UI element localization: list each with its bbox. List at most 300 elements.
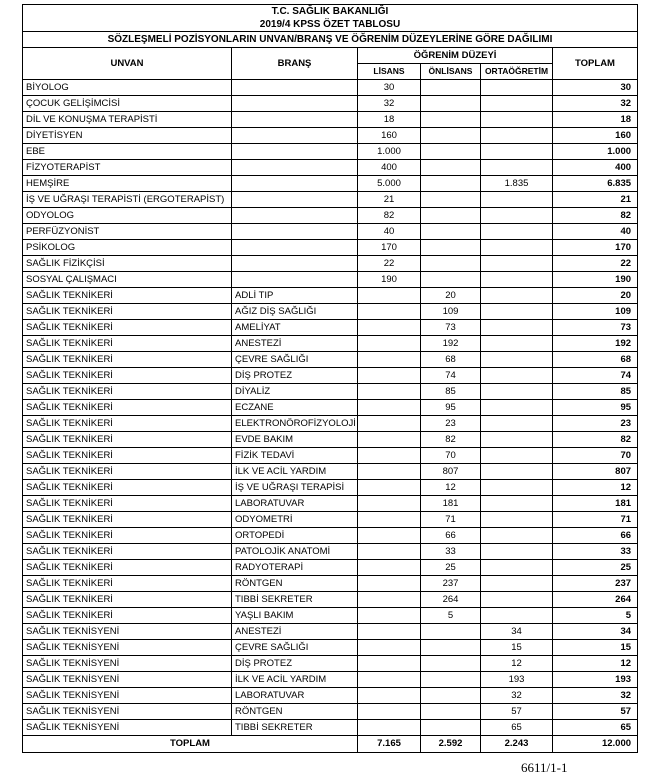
cell-toplam: 32 [553, 688, 638, 704]
total-row [23, 736, 638, 753]
cell-brans [232, 256, 358, 272]
table-row [23, 592, 638, 608]
cell-ortaogretim: 32 [481, 688, 553, 704]
cell-lisans [358, 528, 421, 544]
cell-ortaogretim [481, 336, 553, 352]
cell-ortaogretim [481, 96, 553, 112]
cell-lisans [358, 688, 421, 704]
cell-brans [232, 240, 358, 256]
table-row [23, 352, 638, 368]
col-onlisans: ÖNLİSANS [421, 64, 481, 80]
cell-lisans: 170 [358, 240, 421, 256]
cell-ortaogretim: 65 [481, 720, 553, 736]
cell-ortaogretim [481, 400, 553, 416]
table-row [23, 272, 638, 288]
cell-onlisans: 23 [421, 416, 481, 432]
cell-lisans [358, 336, 421, 352]
cell-lisans: 1.000 [358, 144, 421, 160]
cell-brans: İLK VE ACİL YARDIM [232, 672, 358, 688]
cell-ortaogretim [481, 320, 553, 336]
table-row [23, 560, 638, 576]
cell-unvan: SAĞLIK TEKNİKERİ [23, 432, 232, 448]
cell-unvan: SAĞLIK TEKNİKERİ [23, 608, 232, 624]
cell-ortaogretim [481, 432, 553, 448]
cell-unvan: BİYOLOG [23, 80, 232, 96]
cell-unvan: SAĞLIK TEKNİSYENİ [23, 672, 232, 688]
cell-toplam: 82 [553, 432, 638, 448]
cell-onlisans: 264 [421, 592, 481, 608]
cell-unvan: SAĞLIK TEKNİSYENİ [23, 624, 232, 640]
table-row [23, 416, 638, 432]
cell-ortaogretim [481, 160, 553, 176]
cell-brans: ELEKTRONÖROFİZYOLOJİ [232, 416, 358, 432]
cell-lisans [358, 608, 421, 624]
table-row [23, 304, 638, 320]
cell-unvan: DİL VE KONUŞMA TERAPİSTİ [23, 112, 232, 128]
cell-toplam: 85 [553, 384, 638, 400]
cell-unvan: FİZYOTERAPİST [23, 160, 232, 176]
cell-brans: LABORATUVAR [232, 496, 358, 512]
cell-lisans [358, 448, 421, 464]
cell-unvan: SAĞLIK TEKNİKERİ [23, 304, 232, 320]
cell-brans: TIBBİ SEKRETER [232, 720, 358, 736]
cell-onlisans [421, 96, 481, 112]
cell-brans [232, 192, 358, 208]
cell-toplam: 109 [553, 304, 638, 320]
table-row [23, 176, 638, 192]
cell-onlisans [421, 640, 481, 656]
cell-lisans: 82 [358, 208, 421, 224]
cell-ortaogretim [481, 480, 553, 496]
cell-brans [232, 208, 358, 224]
col-lisans: LİSANS [358, 64, 421, 80]
cell-lisans: 160 [358, 128, 421, 144]
cell-lisans [358, 656, 421, 672]
cell-unvan: SAĞLIK TEKNİKERİ [23, 544, 232, 560]
cell-toplam: 22 [553, 256, 638, 272]
table-row [23, 640, 638, 656]
col-brans: BRANŞ [232, 48, 358, 80]
cell-lisans [358, 496, 421, 512]
cell-brans [232, 112, 358, 128]
cell-onlisans [421, 112, 481, 128]
cell-unvan: SAĞLIK TEKNİSYENİ [23, 656, 232, 672]
cell-unvan: SAĞLIK TEKNİKERİ [23, 400, 232, 416]
cell-brans [232, 128, 358, 144]
cell-brans: ANESTEZİ [232, 336, 358, 352]
cell-lisans [358, 464, 421, 480]
cell-brans: AMELİYAT [232, 320, 358, 336]
cell-brans: AĞIZ DİŞ SAĞLIĞI [232, 304, 358, 320]
table-row [23, 224, 638, 240]
cell-brans: ADLİ TIP [232, 288, 358, 304]
table-row [23, 688, 638, 704]
cell-onlisans [421, 192, 481, 208]
table-row [23, 544, 638, 560]
cell-lisans [358, 576, 421, 592]
cell-lisans: 40 [358, 224, 421, 240]
table-row [23, 384, 638, 400]
cell-toplam: 237 [553, 576, 638, 592]
cell-onlisans [421, 656, 481, 672]
cell-brans [232, 176, 358, 192]
cell-lisans: 400 [358, 160, 421, 176]
cell-unvan: SAĞLIK TEKNİKERİ [23, 496, 232, 512]
cell-ortaogretim [481, 352, 553, 368]
cell-ortaogretim [481, 224, 553, 240]
cell-toplam: 57 [553, 704, 638, 720]
cell-brans: RADYOTERAPİ [232, 560, 358, 576]
cell-ortaogretim [481, 368, 553, 384]
cell-unvan: SAĞLIK TEKNİKERİ [23, 480, 232, 496]
cell-unvan: ÇOCUK GELİŞİMCİSİ [23, 96, 232, 112]
cell-unvan: SAĞLIK TEKNİKERİ [23, 336, 232, 352]
table-row [23, 144, 638, 160]
cell-onlisans: 70 [421, 448, 481, 464]
cell-unvan: SAĞLIK TEKNİKERİ [23, 320, 232, 336]
cell-toplam: 21 [553, 192, 638, 208]
cell-toplam: 6.835 [553, 176, 638, 192]
cell-lisans: 21 [358, 192, 421, 208]
cell-toplam: 264 [553, 592, 638, 608]
cell-ortaogretim: 34 [481, 624, 553, 640]
table-row [23, 288, 638, 304]
cell-unvan: SAĞLIK TEKNİSYENİ [23, 688, 232, 704]
cell-lisans [358, 624, 421, 640]
cell-brans: DİŞ PROTEZ [232, 656, 358, 672]
cell-unvan: SAĞLIK TEKNİKERİ [23, 528, 232, 544]
cell-lisans [358, 288, 421, 304]
cell-lisans [358, 400, 421, 416]
table-row [23, 96, 638, 112]
cell-lisans: 5.000 [358, 176, 421, 192]
cell-brans: FİZİK TEDAVİ [232, 448, 358, 464]
table-title: SÖZLEŞMELİ POZİSYONLARIN UNVAN/BRANŞ VE ÖĞRENİM DÜZEYLERİNE GÖRE DAĞILIMI [23, 32, 638, 48]
cell-brans: RÖNTGEN [232, 576, 358, 592]
cell-ortaogretim [481, 80, 553, 96]
cell-ortaogretim [481, 544, 553, 560]
cell-toplam: 68 [553, 352, 638, 368]
cell-brans [232, 272, 358, 288]
total-ortaogretim: 2.243 [481, 736, 553, 753]
cell-toplam: 25 [553, 560, 638, 576]
cell-lisans: 22 [358, 256, 421, 272]
cell-brans: ÇEVRE SAĞLIĞI [232, 352, 358, 368]
cell-toplam: 71 [553, 512, 638, 528]
cell-unvan: SAĞLIK TEKNİKERİ [23, 464, 232, 480]
cell-lisans [358, 544, 421, 560]
cell-lisans [358, 320, 421, 336]
cell-toplam: 807 [553, 464, 638, 480]
cell-ortaogretim [481, 528, 553, 544]
cell-brans: ODYOMETRİ [232, 512, 358, 528]
cell-unvan: SAĞLIK TEKNİKERİ [23, 592, 232, 608]
cell-toplam: 181 [553, 496, 638, 512]
cell-onlisans [421, 80, 481, 96]
total-lisans: 7.165 [358, 736, 421, 753]
cell-brans: İŞ VE UĞRAŞI TERAPİSİ [232, 480, 358, 496]
table-row [23, 720, 638, 736]
table-row [23, 128, 638, 144]
table-row [23, 496, 638, 512]
cell-lisans [358, 704, 421, 720]
cell-onlisans [421, 224, 481, 240]
table-row [23, 320, 638, 336]
cell-ortaogretim [481, 592, 553, 608]
cell-unvan: SOSYAL ÇALIŞMACI [23, 272, 232, 288]
cell-unvan: DİYETİSYEN [23, 128, 232, 144]
cell-unvan: SAĞLIK TEKNİSYENİ [23, 640, 232, 656]
cell-toplam: 73 [553, 320, 638, 336]
cell-unvan: HEMŞİRE [23, 176, 232, 192]
cell-ortaogretim [481, 448, 553, 464]
document [22, 4, 637, 753]
cell-onlisans [421, 720, 481, 736]
cell-onlisans [421, 624, 481, 640]
cell-onlisans: 95 [421, 400, 481, 416]
cell-ortaogretim [481, 576, 553, 592]
table-row [23, 80, 638, 96]
cell-brans [232, 160, 358, 176]
table-row [23, 704, 638, 720]
cell-toplam: 40 [553, 224, 638, 240]
cell-brans: ANESTEZİ [232, 624, 358, 640]
cell-lisans [358, 560, 421, 576]
table-row [23, 336, 638, 352]
cell-onlisans: 192 [421, 336, 481, 352]
cell-toplam: 82 [553, 208, 638, 224]
cell-brans: DİYALİZ [232, 384, 358, 400]
table-row [23, 480, 638, 496]
table-subtitle: 2019/4 KPSS ÖZET TABLOSU [23, 18, 638, 32]
cell-onlisans [421, 160, 481, 176]
cell-ortaogretim [481, 128, 553, 144]
cell-ortaogretim [481, 288, 553, 304]
cell-lisans [358, 416, 421, 432]
cell-unvan: SAĞLIK TEKNİKERİ [23, 352, 232, 368]
cell-onlisans [421, 704, 481, 720]
cell-ortaogretim [481, 304, 553, 320]
cell-brans: YAŞLI BAKIM [232, 608, 358, 624]
cell-toplam: 20 [553, 288, 638, 304]
table-row [23, 240, 638, 256]
table-row [23, 512, 638, 528]
cell-brans: ECZANE [232, 400, 358, 416]
cell-brans: İLK VE ACİL YARDIM [232, 464, 358, 480]
cell-onlisans: 73 [421, 320, 481, 336]
cell-brans [232, 80, 358, 96]
cell-toplam: 34 [553, 624, 638, 640]
cell-toplam: 23 [553, 416, 638, 432]
cell-lisans: 30 [358, 80, 421, 96]
cell-onlisans: 68 [421, 352, 481, 368]
cell-onlisans: 82 [421, 432, 481, 448]
cell-ortaogretim: 1.835 [481, 176, 553, 192]
cell-toplam: 193 [553, 672, 638, 688]
cell-onlisans: 66 [421, 528, 481, 544]
cell-brans: PATOLOJİK ANATOMİ [232, 544, 358, 560]
cell-onlisans: 181 [421, 496, 481, 512]
col-toplam: TOPLAM [553, 48, 638, 80]
cell-lisans [358, 368, 421, 384]
col-unvan: UNVAN [23, 48, 232, 80]
table-row [23, 208, 638, 224]
cell-onlisans: 20 [421, 288, 481, 304]
cell-toplam: 66 [553, 528, 638, 544]
cell-toplam: 160 [553, 128, 638, 144]
total-onlisans: 2.592 [421, 736, 481, 753]
cell-unvan: SAĞLIK TEKNİSYENİ [23, 720, 232, 736]
cell-brans [232, 224, 358, 240]
page-code: 6611/1-1 [521, 760, 568, 775]
col-ortaogretim: ORTAÖĞRETİM [481, 64, 553, 80]
cell-ortaogretim [481, 112, 553, 128]
cell-lisans: 190 [358, 272, 421, 288]
cell-ortaogretim [481, 416, 553, 432]
cell-toplam: 192 [553, 336, 638, 352]
summary-table [22, 4, 638, 753]
cell-ortaogretim: 193 [481, 672, 553, 688]
cell-toplam: 5 [553, 608, 638, 624]
cell-toplam: 190 [553, 272, 638, 288]
cell-ortaogretim [481, 608, 553, 624]
table-row [23, 528, 638, 544]
cell-unvan: SAĞLIK TEKNİKERİ [23, 288, 232, 304]
table-row [23, 656, 638, 672]
cell-unvan: SAĞLIK TEKNİKERİ [23, 576, 232, 592]
cell-brans [232, 144, 358, 160]
cell-unvan: SAĞLIK FİZİKÇİSİ [23, 256, 232, 272]
cell-toplam: 30 [553, 80, 638, 96]
cell-unvan: SAĞLIK TEKNİKERİ [23, 448, 232, 464]
cell-onlisans: 74 [421, 368, 481, 384]
cell-ortaogretim: 15 [481, 640, 553, 656]
cell-toplam: 170 [553, 240, 638, 256]
cell-unvan: SAĞLIK TEKNİKERİ [23, 512, 232, 528]
cell-brans: TIBBİ SEKRETER [232, 592, 358, 608]
cell-brans [232, 96, 358, 112]
cell-lisans [358, 384, 421, 400]
cell-lisans: 32 [358, 96, 421, 112]
cell-toplam: 32 [553, 96, 638, 112]
cell-onlisans [421, 256, 481, 272]
cell-brans: ORTOPEDİ [232, 528, 358, 544]
cell-lisans [358, 672, 421, 688]
cell-toplam: 12 [553, 656, 638, 672]
cell-lisans [358, 720, 421, 736]
cell-ortaogretim [481, 208, 553, 224]
table-row [23, 464, 638, 480]
cell-lisans [358, 640, 421, 656]
cell-brans: ÇEVRE SAĞLIĞI [232, 640, 358, 656]
cell-lisans [358, 304, 421, 320]
cell-toplam: 18 [553, 112, 638, 128]
table-row [23, 112, 638, 128]
table-row [23, 400, 638, 416]
cell-toplam: 1.000 [553, 144, 638, 160]
cell-onlisans: 33 [421, 544, 481, 560]
cell-unvan: SAĞLIK TEKNİKERİ [23, 368, 232, 384]
cell-lisans [358, 432, 421, 448]
cell-lisans [358, 480, 421, 496]
total-toplam: 12.000 [553, 736, 638, 753]
cell-unvan: SAĞLIK TEKNİKERİ [23, 560, 232, 576]
cell-onlisans [421, 128, 481, 144]
cell-brans: LABORATUVAR [232, 688, 358, 704]
cell-onlisans: 109 [421, 304, 481, 320]
cell-onlisans: 85 [421, 384, 481, 400]
total-label: TOPLAM [23, 736, 358, 753]
cell-onlisans [421, 272, 481, 288]
col-ogrenim: ÖĞRENİM DÜZEYİ [358, 48, 553, 64]
cell-onlisans [421, 144, 481, 160]
cell-onlisans: 807 [421, 464, 481, 480]
cell-onlisans: 12 [421, 480, 481, 496]
table-row [23, 368, 638, 384]
cell-brans: RÖNTGEN [232, 704, 358, 720]
cell-toplam: 15 [553, 640, 638, 656]
cell-ortaogretim [481, 144, 553, 160]
cell-ortaogretim [481, 384, 553, 400]
cell-brans: DİŞ PROTEZ [232, 368, 358, 384]
cell-toplam: 33 [553, 544, 638, 560]
cell-ortaogretim [481, 272, 553, 288]
cell-onlisans [421, 208, 481, 224]
cell-unvan: ODYOLOG [23, 208, 232, 224]
table-row [23, 256, 638, 272]
table-row [23, 432, 638, 448]
cell-lisans [358, 352, 421, 368]
table-row [23, 192, 638, 208]
cell-unvan: İŞ VE UĞRAŞI TERAPİSTİ (ERGOTERAPİST) [23, 192, 232, 208]
cell-ortaogretim [481, 464, 553, 480]
cell-onlisans [421, 688, 481, 704]
cell-toplam: 95 [553, 400, 638, 416]
cell-toplam: 400 [553, 160, 638, 176]
cell-toplam: 12 [553, 480, 638, 496]
table-row [23, 608, 638, 624]
cell-ortaogretim [481, 256, 553, 272]
cell-ortaogretim [481, 240, 553, 256]
cell-ortaogretim [481, 560, 553, 576]
cell-unvan: EBE [23, 144, 232, 160]
org-title: T.C. SAĞLIK BAKANLIĞI [23, 5, 638, 19]
cell-toplam: 70 [553, 448, 638, 464]
cell-onlisans: 5 [421, 608, 481, 624]
cell-ortaogretim: 57 [481, 704, 553, 720]
table-row [23, 160, 638, 176]
table-row [23, 624, 638, 640]
cell-lisans [358, 592, 421, 608]
table-row [23, 672, 638, 688]
cell-unvan: PSİKOLOG [23, 240, 232, 256]
cell-unvan: SAĞLIK TEKNİKERİ [23, 416, 232, 432]
cell-brans: EVDE BAKIM [232, 432, 358, 448]
table-row [23, 576, 638, 592]
cell-onlisans [421, 176, 481, 192]
table-body [23, 80, 638, 736]
cell-ortaogretim [481, 512, 553, 528]
cell-ortaogretim [481, 496, 553, 512]
cell-onlisans [421, 240, 481, 256]
cell-ortaogretim: 12 [481, 656, 553, 672]
cell-ortaogretim [481, 192, 553, 208]
cell-onlisans: 25 [421, 560, 481, 576]
cell-toplam: 74 [553, 368, 638, 384]
cell-onlisans [421, 672, 481, 688]
cell-toplam: 65 [553, 720, 638, 736]
cell-onlisans: 237 [421, 576, 481, 592]
